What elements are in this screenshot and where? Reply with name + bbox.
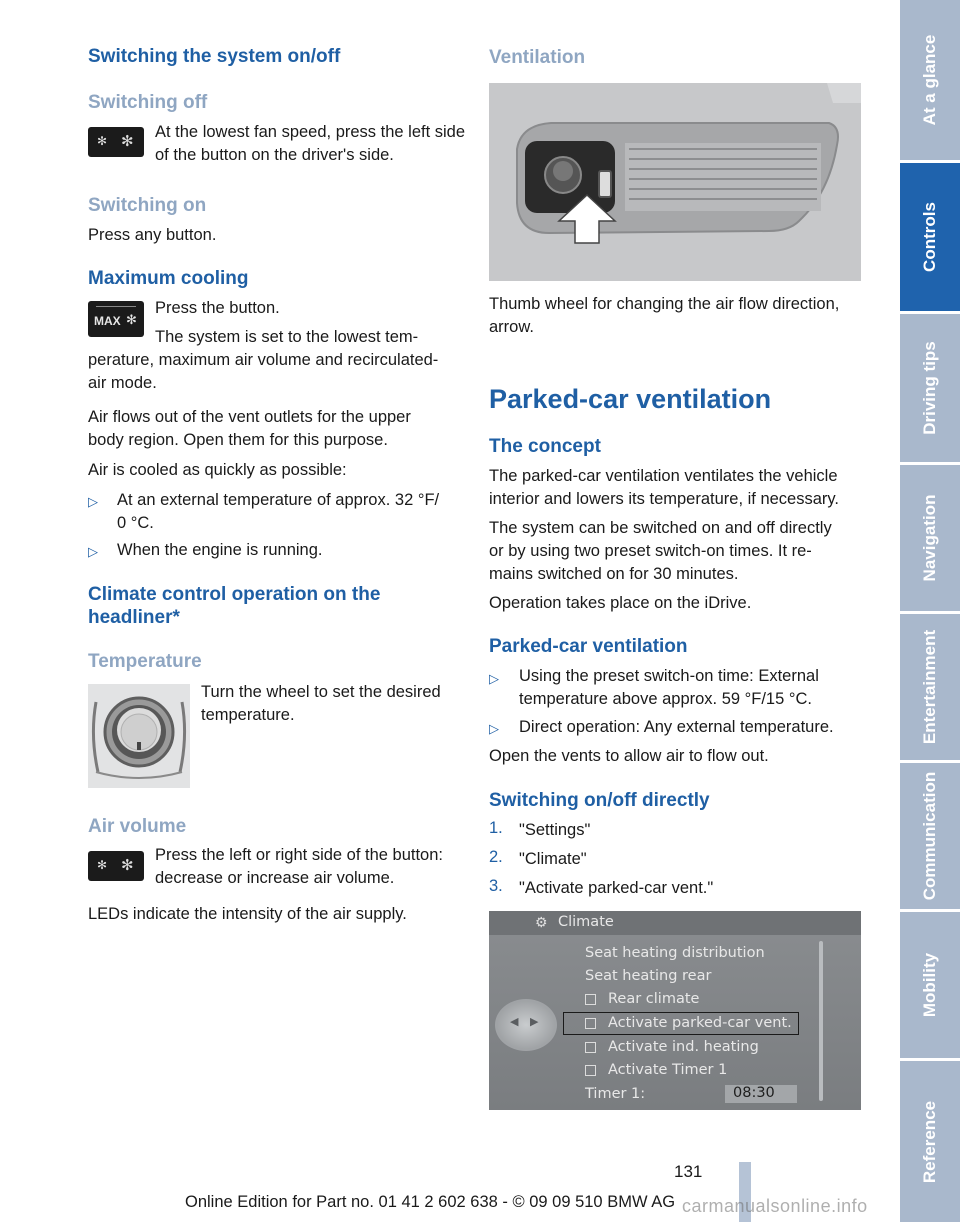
parked-bullet1-line2: temperature above approx. 59 °F/15 °C.	[519, 690, 812, 708]
system-line3: mains switched on for 30 minutes.	[489, 565, 739, 583]
parked-bullet2: Direct operation: Any external temperature.	[519, 718, 834, 736]
bullet2-text: When the engine is running.	[117, 541, 323, 559]
bullet-triangle-icon: ▷	[88, 494, 98, 509]
idrive-timer-value: 08:30	[733, 1085, 775, 1101]
vents-text: Open the vents to allow air to flow out.	[489, 747, 769, 765]
temperature-wheel-image	[88, 684, 190, 788]
concept-line1: The parked-car ventilation ventilates the vehicle	[489, 467, 838, 485]
tab-reference[interactable]	[900, 1061, 960, 1225]
ventilation-photo	[489, 83, 861, 281]
tab-label: At a glance	[920, 34, 939, 126]
heading-parked-car-ventilation: Parked-car ventilation	[489, 384, 772, 414]
heading-parked-car-ventilation-2: Parked-car ventilation	[489, 636, 688, 657]
tab-driving-tips[interactable]	[900, 314, 960, 465]
airflow-line2: body region. Open them for this purpose.	[88, 431, 388, 449]
arrow-right-icon: ▶	[530, 1016, 539, 1028]
idrive-checkbox-item-selected[interactable]	[585, 1015, 792, 1031]
bullet-triangle-icon: ▷	[88, 544, 98, 559]
max-button-led-line	[96, 306, 136, 307]
tab-label: Navigation	[920, 494, 939, 582]
temperature-text: Turn the wheel to set the desired temperature.	[201, 683, 441, 724]
tab-label: Controls	[920, 202, 939, 272]
bullet1-line1: At an external temperature of approx. 32 °F/	[117, 491, 440, 509]
idrive-screen	[489, 911, 861, 1110]
page-number: 131	[674, 1162, 703, 1181]
idrive-item-label: Activate parked-car vent.	[608, 1015, 792, 1031]
bullet-triangle-icon: ▷	[489, 671, 499, 686]
watermark: carmanualsonline.info	[682, 1196, 868, 1216]
system-line1: The system can be switched on and off directly	[489, 519, 832, 537]
heading-switching-on: Switching on	[88, 195, 207, 216]
idrive-scroll-arc	[819, 941, 823, 1101]
heading-switching-off: Switching off	[88, 92, 208, 113]
heading-switching-system: Switching the system on/off	[88, 46, 341, 67]
idrive-item-label: Rear climate	[608, 991, 700, 1007]
arrow-left-icon: ◀	[510, 1016, 519, 1028]
air-volume-button-image	[88, 851, 144, 881]
idrive-timer-label: Timer 1:	[585, 1086, 646, 1102]
checkbox-icon	[585, 1065, 596, 1076]
parked-bullet1-line1: Using the preset switch-on time: External	[519, 667, 819, 685]
tab-label: Reference	[920, 1100, 939, 1183]
fan-button-image	[88, 127, 144, 157]
idrive-checkbox-item[interactable]	[585, 1039, 759, 1055]
step-text: "Settings"	[519, 821, 591, 839]
thumb-wheel-line2: arrow.	[489, 318, 534, 336]
tab-entertainment[interactable]	[900, 614, 960, 763]
max-button-image	[88, 301, 144, 337]
step-number: 2.	[489, 848, 503, 866]
idrive-item-label: Activate Timer 1	[608, 1062, 728, 1078]
tab-controls[interactable]	[900, 163, 960, 314]
max-cooling-line1: Press the button.	[155, 299, 280, 317]
vent-illustration	[489, 83, 861, 281]
gear-icon: ⚙	[535, 914, 548, 930]
cooled-text: Air is cooled as quickly as possible:	[88, 461, 347, 479]
tab-at-a-glance[interactable]	[900, 0, 960, 163]
temperature-wheel-icon	[88, 684, 190, 788]
bullet-triangle-icon: ▷	[489, 721, 499, 736]
tab-label: Mobility	[920, 952, 939, 1018]
air-volume-text: Press the left or right side of the button: decrease or increase air volume.	[155, 846, 443, 887]
fan-large-icon: ✻	[121, 133, 134, 150]
leds-text: LEDs indicate the intensity of the air supply.	[88, 905, 407, 923]
max-button-label: MAX	[94, 314, 121, 328]
max-cooling-line4: air mode.	[88, 374, 157, 392]
tab-navigation[interactable]	[900, 465, 960, 614]
tab-label: Communication	[920, 771, 939, 901]
edition-footer: Online Edition for Part no. 01 41 2 602 638 - © 09 09 510 BMW AG	[185, 1193, 676, 1211]
checkbox-icon	[585, 1018, 596, 1029]
heading-maximum-cooling: Maximum cooling	[88, 268, 249, 289]
tab-mobility[interactable]	[900, 912, 960, 1061]
system-line2: or by using two preset switch-on times. It re-	[489, 542, 812, 560]
bullet1-line2: 0 °C.	[117, 514, 154, 532]
step-text: "Activate parked-car vent."	[519, 879, 714, 897]
heading-temperature: Temperature	[88, 651, 202, 672]
fan-small-icon: ✻	[97, 858, 108, 872]
max-cooling-line3: perature, maximum air volume and recirculated-	[88, 351, 439, 369]
heading-switching-directly: Switching on/off directly	[489, 790, 710, 811]
tab-label: Entertainment	[920, 629, 939, 745]
idrive-controller-icon	[495, 999, 557, 1051]
fan-small-icon: ✻	[97, 134, 108, 148]
idrive-title: Climate	[558, 914, 614, 930]
thumb-wheel-line1: Thumb wheel for changing the air flow direction,	[489, 295, 840, 313]
max-fan-icon: ✻	[126, 312, 137, 327]
step-text: "Climate"	[519, 850, 587, 868]
heading-headliner-line1: Climate control operation on the	[88, 584, 381, 605]
fan-large-icon: ✻	[121, 857, 134, 874]
idrive-timer-field[interactable]	[725, 1085, 797, 1103]
step-number: 3.	[489, 877, 503, 895]
concept-line2: interior and lowers its temperature, if necessary.	[489, 490, 840, 508]
idrive-text: Operation takes place on the iDrive.	[489, 594, 752, 612]
heading-air-volume: Air volume	[88, 816, 187, 837]
idrive-menu-item[interactable]: Seat heating distribution	[585, 945, 765, 961]
tab-label: Driving tips	[920, 341, 939, 435]
tab-communication[interactable]	[900, 763, 960, 912]
heading-ventilation: Ventilation	[489, 47, 586, 68]
switching-off-text: At the lowest fan speed, press the left side of the button on the driver's side.	[155, 123, 466, 164]
max-cooling-line2: The system is set to the lowest tem-	[155, 328, 419, 346]
heading-headliner-line2: headliner*	[88, 607, 180, 628]
idrive-menu-item[interactable]: Seat heating rear	[585, 968, 712, 984]
step-number: 1.	[489, 819, 503, 837]
checkbox-icon	[585, 1042, 596, 1053]
idrive-checkbox-item[interactable]	[585, 991, 699, 1007]
idrive-checkbox-item[interactable]	[585, 1062, 727, 1078]
idrive-item-label: Activate ind. heating	[608, 1039, 759, 1055]
airflow-line1: Air flows out of the vent outlets for the upper	[88, 408, 411, 426]
switching-on-text: Press any button.	[88, 226, 217, 244]
checkbox-icon	[585, 994, 596, 1005]
heading-the-concept: The concept	[489, 436, 601, 457]
